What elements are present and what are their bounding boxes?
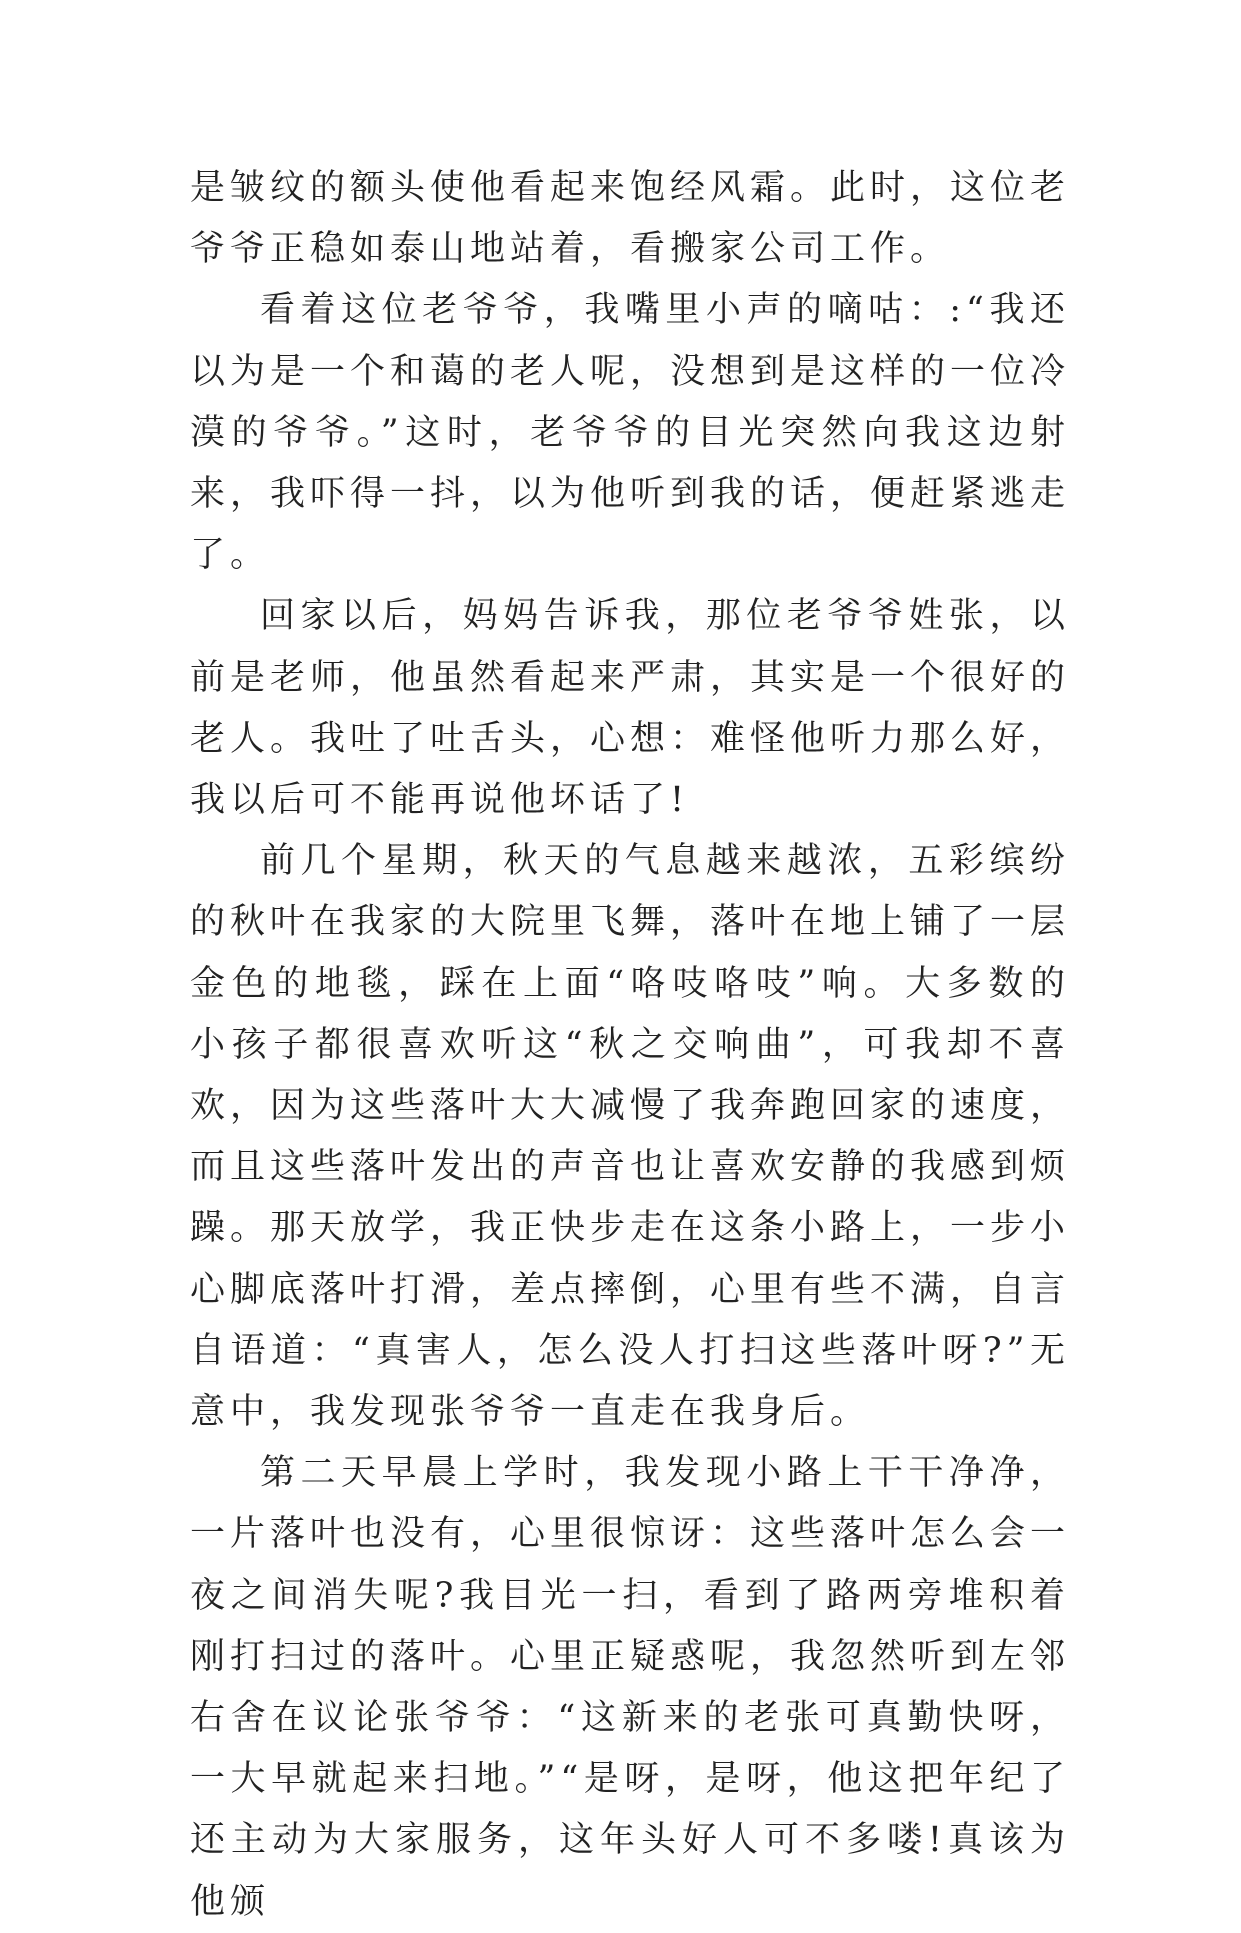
paragraph-continuation: 是皱纹的额头使他看起来饱经风霜。此时，这位老爷爷正稳如泰山地站着，看搬家公司工作。 (190, 168, 1071, 270)
paragraph-autumn-leaves: 前几个星期，秋天的气息越来越浓，五彩缤纷的秋叶在我家的大院里飞舞，落叶在地上铺了一层金色的地毯，踩在上面“咯吱咯吱”响。大多数的小孩子都很喜欢听这“秋之交响曲”，可我却不喜欢，因为这些落叶大大减慢了我奔跑回家的速度，而且这些落叶发出的声音也让喜欢安静的我感到烦躁。那天放学，我正快步走在这条小路上，一步小心脚底落叶打滑，差点摔倒，心里有些不满，自言自语道：“真害人，怎么没人打扫这些落叶呀?”无意中，我发现张爷爷一直走在我身后。 (190, 841, 1071, 1433)
paragraph-mother-explains: 回家以后，妈妈告诉我，那位老爷爷姓张，以前是老师，他虽然看起来严肃，其实是一个很好的老人。我吐了吐舌头，心想：难怪他听力那么好，我以后可不能再说他坏话了! (190, 596, 1071, 821)
paragraph-muttering: 看着这位老爷爷，我嘴里小声的嘀咕：:“我还以为是一个和蔼的老人呢，没想到是这样的一位冷漠的爷爷。”这时，老爷爷的目光突然向我这边射来，我吓得一抖，以为他听到我的话，便赶紧逃走了。 (190, 290, 1071, 576)
paragraph-next-morning: 第二天早晨上学时，我发现小路上干干净净，一片落叶也没有，心里很惊讶：这些落叶怎么会一夜之间消失呢?我目光一扫，看到了路两旁堆积着刚打扫过的落叶。心里正疑惑呢，我忽然听到左邻右舍在议论张爷爷：“这新来的老张可真勤快呀，一大早就起来扫地。”“是呀，是呀，他这把年纪了还主动为大家服务，这年头好人可不多喽!真该为他颁 (190, 1453, 1071, 1922)
article-body (190, 158, 1070, 1933)
